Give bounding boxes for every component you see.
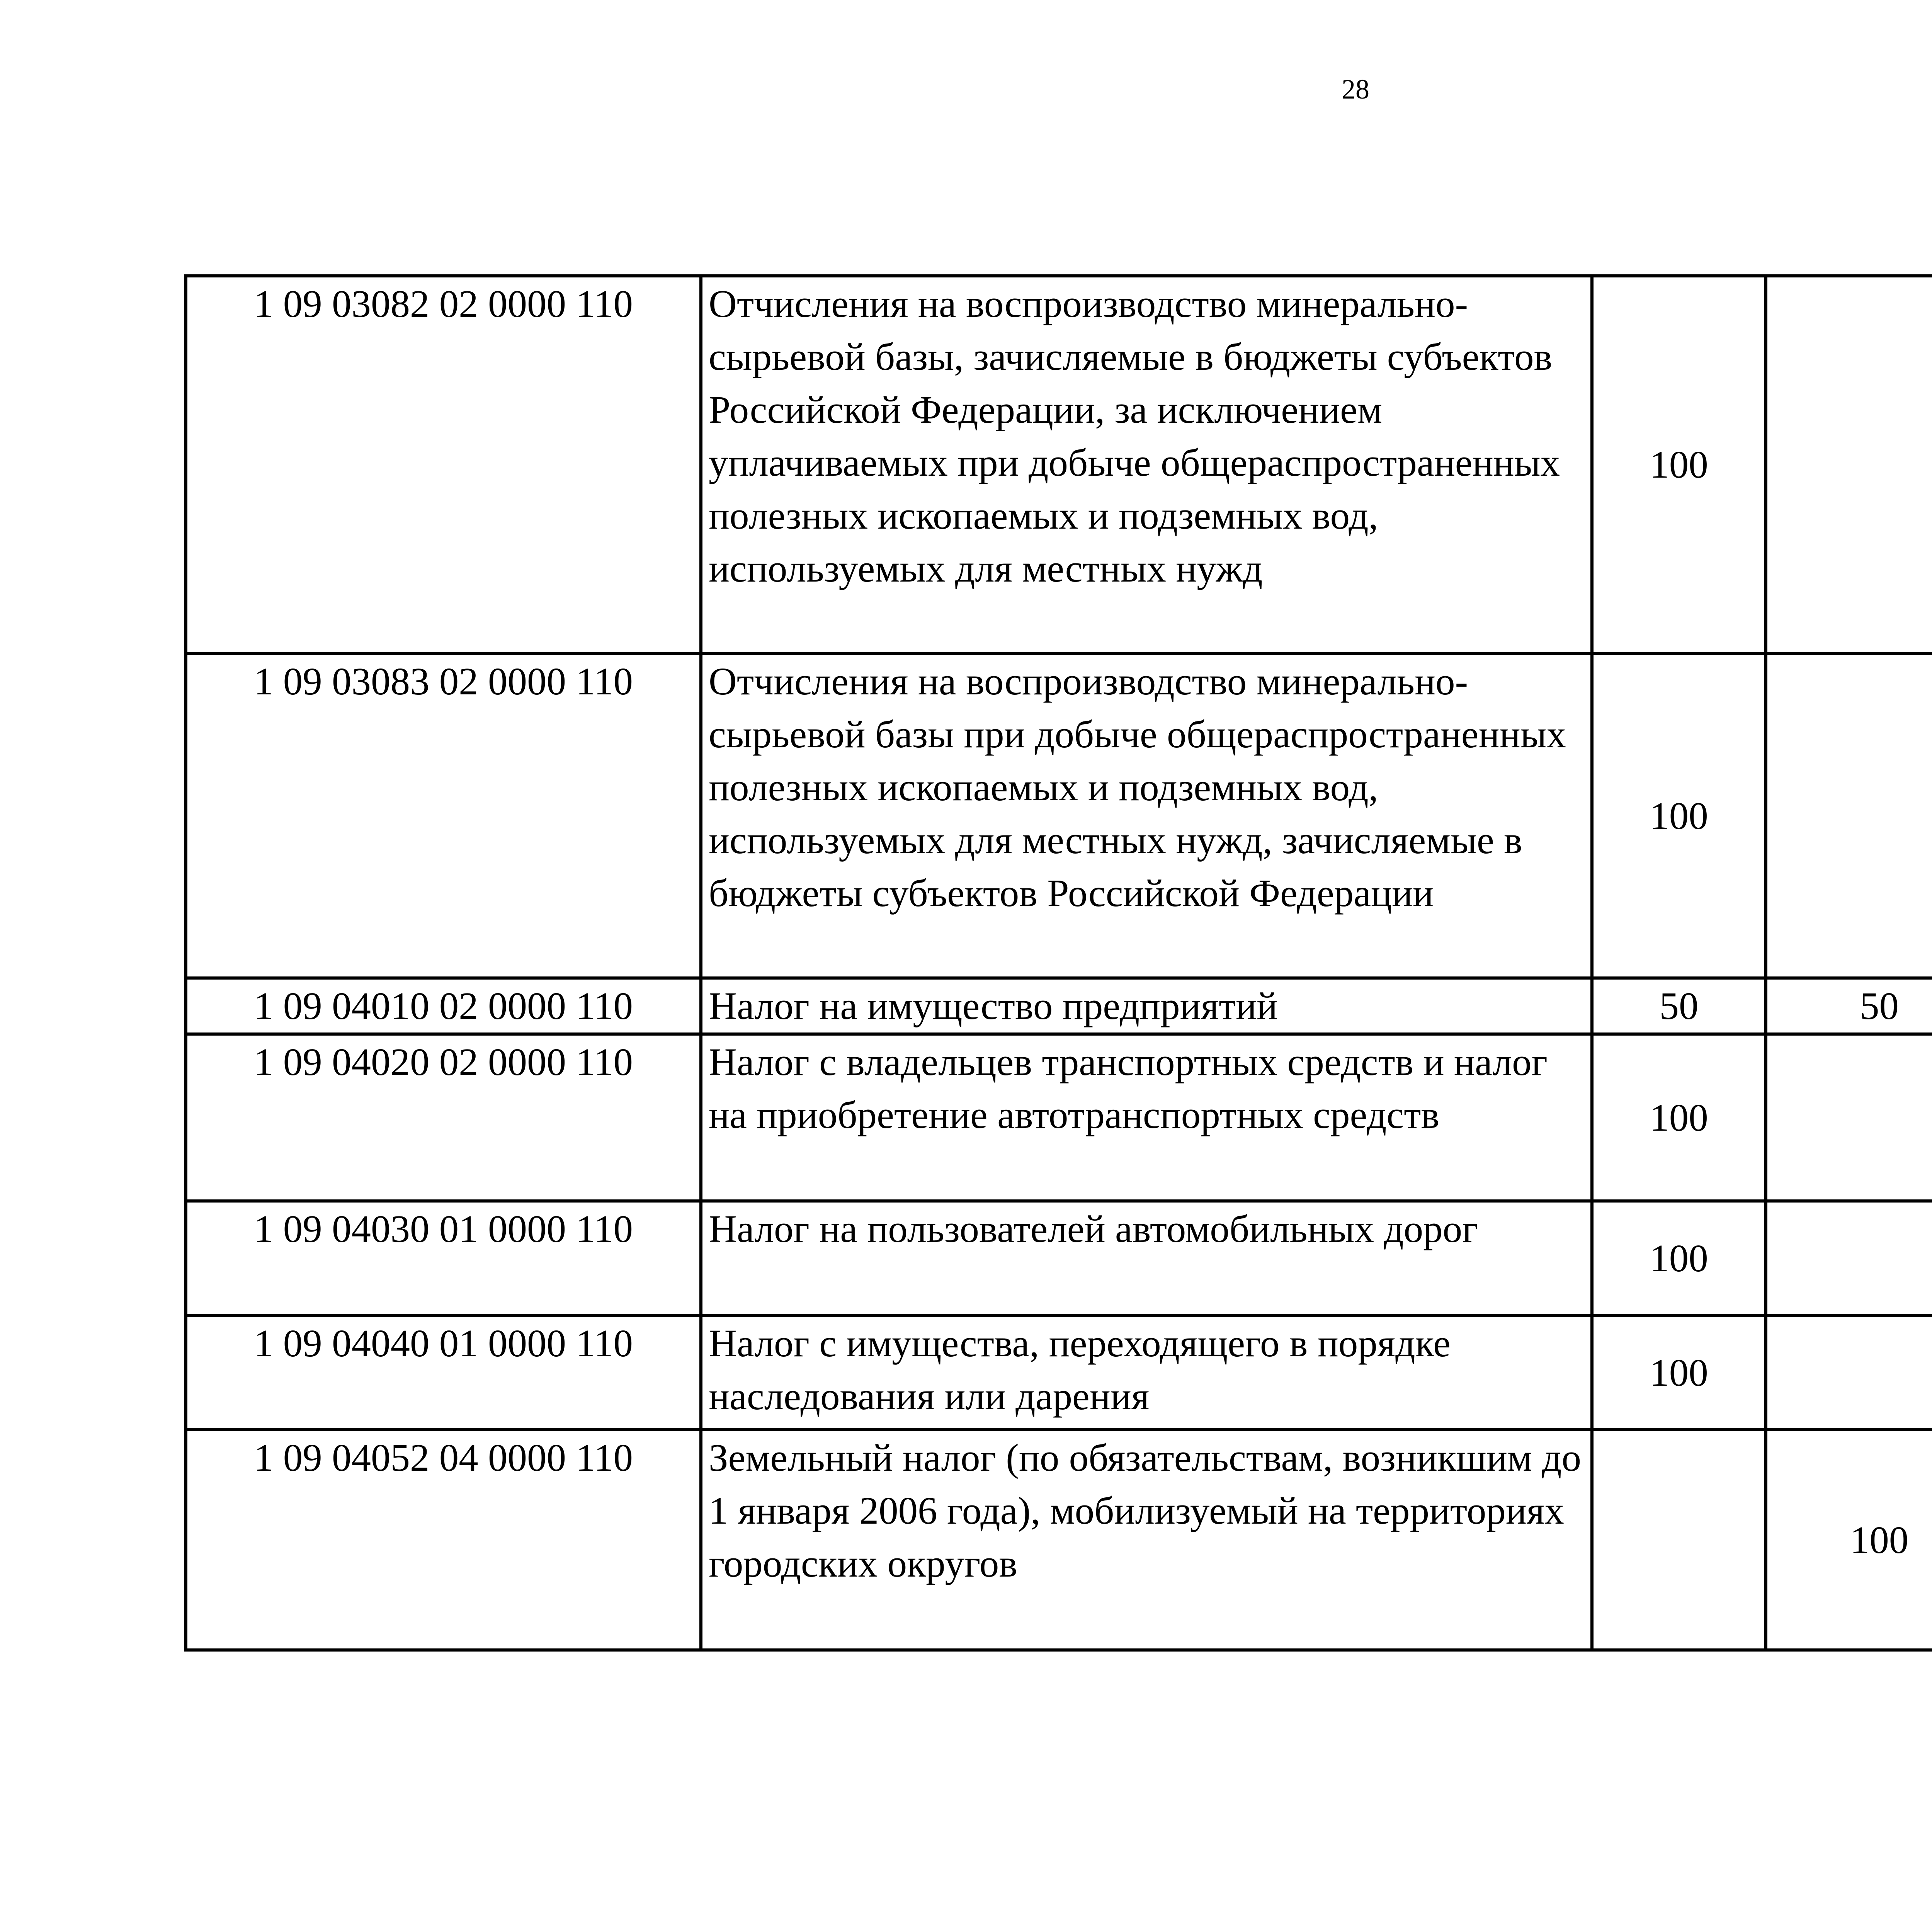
table-row: [186, 276, 1932, 653]
revenue-name-cell: Налог с владельцев транспортных средств и налог на приобретение автотранспортных средств: [701, 1034, 1592, 1201]
value-cell: [1766, 1315, 1932, 1430]
table-row: [186, 1034, 1932, 1201]
value-cell: [1766, 1201, 1932, 1315]
table-row: [186, 653, 1932, 978]
revenue-name-cell: Отчисления на воспроизводство минерально-сырьевой базы, зачисляемые в бюджеты субъектов Российской Федерации, за исключением уплачиваемых при добыче общераспространенных полезных ископаемых и подземных вод, используемых для местных нужд: [701, 276, 1592, 653]
value-cell: [1766, 653, 1932, 978]
revenue-name-cell: Земельный налог (по обязательствам, возникшим до 1 января 2006 года), мобилизуемый на территориях городских округов: [701, 1430, 1592, 1650]
value-cell: 100: [1766, 1430, 1932, 1650]
budget-code-cell: 1 09 04010 02 0000 110: [186, 978, 701, 1034]
table-row: [186, 978, 1932, 1034]
table-row: [186, 1430, 1932, 1650]
value-cell: [1592, 1430, 1766, 1650]
budget-code-cell: 1 09 04040 01 0000 110: [186, 1315, 701, 1430]
budget-code-cell: 1 09 03082 02 0000 110: [186, 276, 701, 653]
budget-code-cell: 1 09 04020 02 0000 110: [186, 1034, 701, 1201]
budget-code-cell: 1 09 04030 01 0000 110: [186, 1201, 701, 1315]
table-row: [186, 1201, 1932, 1315]
revenue-name-cell: Налог на пользователей автомобильных дорог: [701, 1201, 1592, 1315]
revenue-name-cell: Налог с имущества, переходящего в порядке наследования или дарения: [701, 1315, 1592, 1430]
value-cell: 50: [1766, 978, 1932, 1034]
value-cell: 50: [1592, 978, 1766, 1034]
value-cell: [1766, 276, 1932, 653]
budget-code-cell: 1 09 03083 02 0000 110: [186, 653, 701, 978]
value-cell: [1766, 1034, 1932, 1201]
value-cell: 100: [1592, 1315, 1766, 1430]
budget-code-cell: 1 09 04052 04 0000 110: [186, 1430, 701, 1650]
budget-revenue-table: [184, 274, 1932, 1652]
revenue-name-cell: Отчисления на воспроизводство минерально-сырьевой базы при добыче общераспространенных полезных ископаемых и подземных вод, используемых для местных нужд, зачисляемые в бюджеты субъектов Российской Федерации: [701, 653, 1592, 978]
value-cell: 100: [1592, 276, 1766, 653]
value-cell: 100: [1592, 653, 1766, 978]
page-number: 28: [1342, 74, 1369, 105]
table-row: [186, 1315, 1932, 1430]
value-cell: 100: [1592, 1034, 1766, 1201]
value-cell: 100: [1592, 1201, 1766, 1315]
revenue-name-cell: Налог на имущество предприятий: [701, 978, 1592, 1034]
